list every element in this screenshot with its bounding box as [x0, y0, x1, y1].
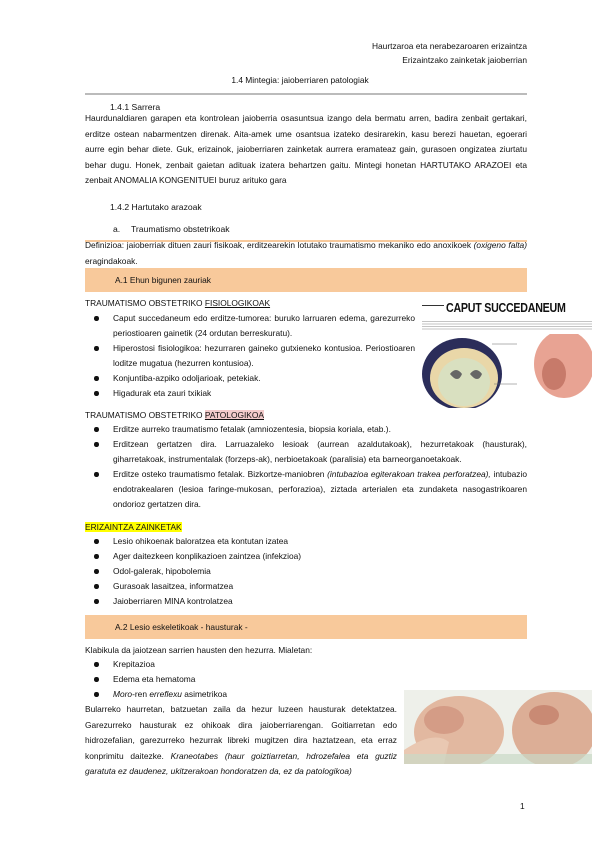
- pato-heading: [85, 410, 264, 420]
- fisio-prefix: TRAUMATISMO OBSTETRIKO: [85, 298, 205, 308]
- list-item: Erditzean gertatzen dira. Larruazaleko lesioak (aurrean azaldutakoak), hezurretakoak (hausturak), giharretakoak, instrumentalak (forzeps-ak), nerbioetakoak (paralisia) eta barneorganoetakoak.: [85, 437, 527, 467]
- pato-list: [85, 422, 527, 512]
- fisio-heading: [85, 298, 270, 308]
- subsection-title: Traumatismo obstetrikoak: [131, 224, 230, 234]
- list-item: Gurasoak lasaitzea, informatzea: [85, 579, 527, 594]
- page-title: 1.4 Mintegia: jaioberriaren patologiak: [231, 75, 369, 85]
- list-item: Erditze aurreko traumatismo fetalak (amniozentesia, biopsia koriala, etab.).: [85, 422, 403, 437]
- list-item: Krepitazioa: [85, 657, 385, 672]
- page-number: 1: [520, 801, 525, 811]
- list-item: [85, 687, 385, 702]
- care-heading: [85, 522, 182, 532]
- item-italic: (intubazioa egiterakoan trakea perforatzea),: [327, 469, 491, 479]
- title-divider: [85, 93, 527, 95]
- list-item: Caput succedaneum edo erditze-tumorea: buruko larruaren edema, garezurreko periostioaren gainetik (24 ordutan berreskuratu).: [85, 311, 415, 341]
- list-item: [85, 467, 527, 512]
- list-item: Jaioberriaren MINA kontrolatzea: [85, 594, 527, 609]
- item-italic: erreflexu: [149, 689, 182, 699]
- a2-paragraph: [85, 702, 397, 780]
- definition-italic: (oxigeno falta): [473, 240, 527, 250]
- section-heading-hartutako: 1.4.2 Hartutako arazoak: [110, 202, 202, 212]
- list-item: Konjuntiba-azpiko odoljarioak, petekiak.: [85, 371, 415, 386]
- fisio-list: [85, 311, 415, 401]
- caput-succedaneum-figure: [422, 300, 592, 408]
- header-subtitle: Erizaintzako zainketak jaioberrian: [402, 55, 527, 65]
- care-title: ERIZAINTZA ZAINKETAK: [85, 522, 182, 532]
- caput-illustration: [422, 334, 592, 408]
- definition-paragraph: [85, 238, 527, 269]
- item-italic: Moro: [113, 689, 133, 699]
- fisio-word: FISIOLOGIKOAK: [204, 298, 271, 308]
- section-box-a2: [85, 615, 527, 639]
- subsection-letter: a.: [113, 224, 121, 234]
- section-box-a1: [85, 268, 527, 292]
- a2-intro: Klabikula da jaiotzean sarrien hausten den hezurra. Mialetan:: [85, 645, 313, 655]
- definition-text: Definizioa: jaioberriak dituen zauri fisikoak, erditzearekin lotutako traumatismo mekaniko edo anoxikoek: [85, 240, 474, 250]
- a2-body-italic: Kraneotabes (haur goiztiarretan, hdrozefalea eta guztiz garatuta ez daudenez, ukitzerakoan hondoratzen da, ez da patologikoa): [85, 750, 397, 777]
- sarrera-paragraph: Haurdunaldiaren garapen eta kontrolean jaioberria osasuntsua izango dela bermatu arren, badira zenbait gertakari, erditze ostean nabarmentzen direnak. Aita-amek ume osantsua izateko desirarekin, kasu berezi hauetan, egoerari aurre egin behar diete. Guk, erizainok, jaioberriaren zainketak aurrera eramateaz gain, gurasoen ongizatea ziurtatu behar dugu. Honek, zenbait gaietan adituak izatera behartzen gaitu. Mintegi honetan HARTUTAKO ARAZOEI eta zenbait ANOMALIA KONGENITUEI buruz arituko gara: [85, 113, 527, 186]
- infant-head-illustration: [404, 690, 592, 764]
- list-item: Higadurak eta zauri txikiak: [85, 386, 415, 401]
- list-item: Lesio ohikoenak baloratzea eta kontutan izatea: [85, 534, 527, 549]
- a2-list: [85, 657, 385, 702]
- figure-title: CAPUT SUCCEDANEUM: [446, 300, 566, 315]
- list-item: Hiperostosi fisiologikoa: hezurraren gaineko gutxieneko kontusioa. Periostioaren loditze mugatua (hezurren kontusioa).: [85, 341, 415, 371]
- infant-skull-photo: [404, 690, 592, 764]
- section-heading-sarrera: 1.4.1 Sarrera: [110, 102, 161, 112]
- a1-title: A.1 Ehun bigunen zauriak: [115, 275, 211, 285]
- list-item: Edema eta hematoma: [85, 672, 385, 687]
- list-item: Odol-galerak, hipobolemia: [85, 564, 527, 579]
- item-text: -ren: [132, 689, 150, 699]
- a2-body: Bularreko haurretan, batzuetan zaila da hezur luzeen hausturak detektatzea. Garezurreko hausturak ez ohikoak dira jaioberriarengan. Goitiarretan edo hidrozefalian, garezurreko hezurrak libreki mugitzen dira haztatzean, eta erraz konprimitu daitezke.: [85, 704, 397, 761]
- header-course: Haurtzaroa eta nerabezaroaren erizaintza: [371, 41, 527, 51]
- item-text: Erditze osteko traumatismo fetalak. Bizkortze-maniobren: [113, 469, 328, 479]
- pato-prefix: TRAUMATISMO OBSTETRIKO: [85, 410, 205, 420]
- item-text: asimetrikoa: [181, 689, 228, 699]
- definition-end: eragindakoak.: [85, 255, 138, 266]
- list-item: Ager daitezkeen konplikazioen zaintzea (infekzioa): [85, 549, 527, 564]
- pato-word: PATOLOGIKOA: [204, 410, 264, 420]
- a2-title: A.2 Lesio eskeletikoak - hausturak -: [115, 622, 248, 632]
- item-end: intubazio endotrakealaren (lesioa faringe-mukosan, perforazioa), ziztada arterialen eta zundaketa nasogastrikoaren ondorioz gertatzen dira.: [113, 469, 527, 509]
- care-list: [85, 534, 527, 609]
